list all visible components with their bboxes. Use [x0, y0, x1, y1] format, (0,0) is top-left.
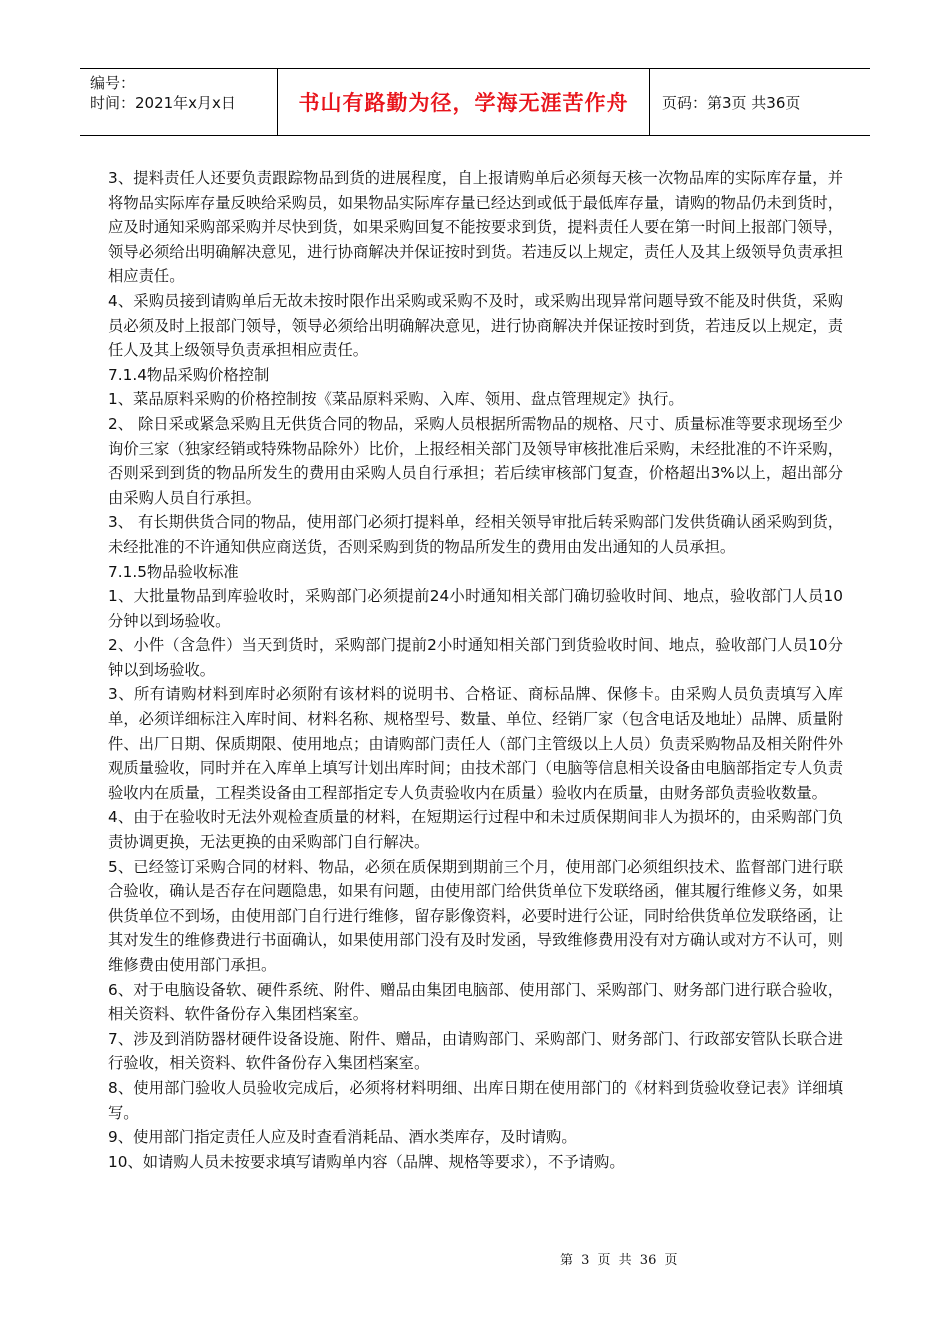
paragraph: 3、所有请购材料到库时必须附有该材料的说明书、合格证、商标品牌、保修卡。由采购人员负责填写入库单，必须详细标注入库时间、材料名称、规格型号、数量、单位、经销厂家（包含电话及地址）品牌、质量附件、出厂日期、保质期限、使用地点；由请购部门责任人（部门主管级以上人员）负责采购物品及相关附件外观质量验收，同时并在入库单上填写计划出库时间；由技术部门（电脑等信息相关设备由电脑部指定专人负责验收内在质量，工程类设备由工程部指定专人负责验收内在质量）验收内在质量，由财务部负责验收数量。 [108, 685, 843, 802]
paragraph: 2、小件（含急件）当天到货时，采购部门提前2小时通知相关部门到货验收时间、地点，验收部门人员10分钟以到场验收。 [108, 636, 843, 679]
paragraph: 1、大批量物品到库验收时，采购部门必须提前24小时通知相关部门确切验收时间、地点，验收部门人员10分钟以到场验收。 [108, 587, 843, 630]
paragraph: 2、 除日采或紧急采购且无供货合同的物品，采购人员根据所需物品的规格、尺寸、质量标准等要求现场至少询价三家（独家经销或特殊物品除外）比价，上报经相关部门及领导审核批准后采购，未经批准的不许采购，否则采到到货的物品所发生的费用由采购人员自行承担；若后续审核部门复查，价格超出3%以上，超出部分由采购人员自行承担。 [108, 414, 843, 507]
paragraph: 3、提料责任人还要负责跟踪物品到货的进展程度，自上报请购单后必须每天核一次物品库的实际库存量，并将物品实际库存量反映给采购员，如果物品实际库存量已经达到或低于最低库存量，请购的物品仍未到货时，应及时通知采购部采购并尽快到货，如果采购回复不能按要求到货，提料责任人要在第一时间上报部门领导，领导必须给出明确解决意见，进行协商解决并保证按时到货。若违反以上规定，责任人及其上级领导负责承担相应责任。 [108, 169, 843, 286]
paragraph: 9、使用部门指定责任人应及时查看消耗品、酒水类库存，及时请购。 [108, 1128, 577, 1147]
paragraph: 8、使用部门验收人员验收完成后，必须将材料明细、出库日期在使用部门的《材料到货验收登记表》详细填写。 [108, 1078, 843, 1122]
paragraph: 4、采购员接到请购单后无故未按时限作出采购或采购不及时，或采购出现异常问题导致不能及时供货，采购员必须及时上报部门领导，领导必须给出明确解决意见，进行协商解决并保证按时到货，若违反以上规定，责任人及其上级领导负责承担相应责任。 [108, 291, 843, 360]
section-heading: 7.1.5物品验收标准 [108, 562, 239, 581]
paragraph: 6、对于电脑设备软、硬件系统、附件、赠品由集团电脑部、使用部门、采购部门、财务部门进行联合验收，相关资料、软件备份存入集团档案室。 [108, 980, 843, 1024]
document-body [108, 166, 843, 1174]
header-motto: 书山有路勤为径，学海无涯苦作舟 [278, 69, 650, 135]
document-number-label: 编号： [90, 74, 136, 92]
paragraph: 4、由于在验收时无法外观检查质量的材料，在短期运行过程中和未过质保期间非人为损坏的，由采购部门负责协调更换，无法更换的由采购部门自行解决。 [108, 808, 843, 852]
document-date-label: 时间：2021年x月x日 [90, 94, 236, 112]
header-meta [80, 69, 278, 135]
page-footer: 第 3 页 共 36 页 [560, 1253, 678, 1268]
section-heading: 7.1.4物品采购价格控制 [108, 365, 270, 384]
paragraph: 3、 有长期供货合同的物品，使用部门必须打提料单，经相关领导审批后转采购部门发供货确认函采购到货，未经批准的不许通知供应商送货，否则采购到货的物品所发生的费用由发出通知的人员承担。 [108, 513, 843, 556]
page-header [80, 68, 870, 136]
paragraph: 1、菜品原料采购的价格控制按《菜品原料采购、入库、领用、盘点管理规定》执行。 [108, 390, 684, 409]
header-page-number: 页码：第3页 共36页 [662, 93, 801, 112]
paragraph: 7、涉及到消防器材硬件设备设施、附件、赠品，由请购部门、采购部门、财务部门、行政部安管队长联合进行验收，相关资料、软件备份存入集团档案室。 [108, 1029, 843, 1073]
paragraph: 10、如请购人员未按要求填写请购单内容（品牌、规格等要求），不予请购。 [108, 1152, 625, 1171]
paragraph: 5、已经签订采购合同的材料、物品，必须在质保期到期前三个月，使用部门必须组织技术、监督部门进行联合验收，确认是否存在问题隐患，如果有问题，由使用部门给供货单位下发联络函，催其履行维修义务，如果供货单位不到场，由使用部门自行进行维修，留存影像资料，必要时进行公证，同时给供货单位发联络函，让其对发生的维修费进行书面确认，如果使用部门没有及时发函，导致维修费用没有对方确认或对方不认可，则维修费由使用部门承担。 [108, 857, 843, 974]
